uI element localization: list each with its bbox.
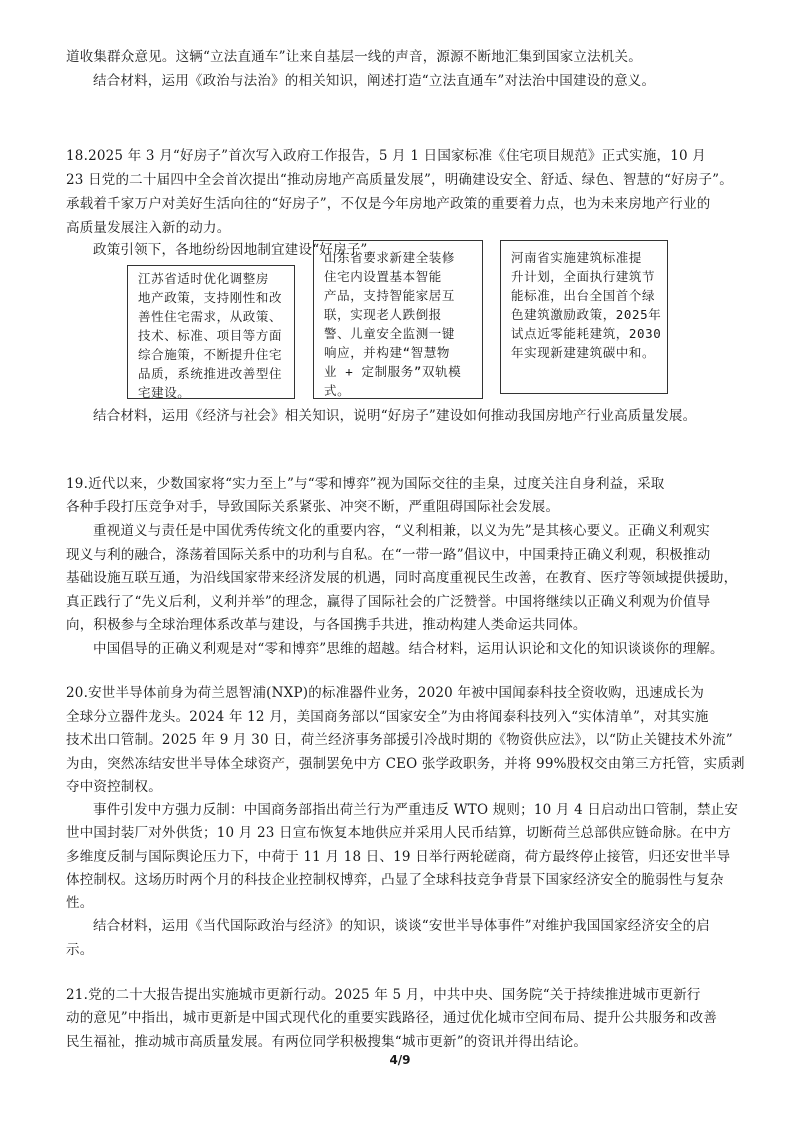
box-line: 山东省要求新建全装修 <box>324 250 456 265</box>
box-line: 升计划，全面执行建筑节 <box>511 269 656 284</box>
q18-box-shandong <box>313 240 483 399</box>
q18-line-4: 高质量发展注入新的动力。 <box>66 220 231 236</box>
q19-line-3: 重视道义与责任是中国优秀传统文化的重要内容，“义利相兼，以义为先”是其核心要义。正确义利观实 <box>93 523 711 539</box>
q20-line-7: 世中国封装厂对外供货；10 月 23 日宣布恢复本地供应并采用人民币结算，切断荷兰总部供应链命脉。在中方 <box>66 825 732 841</box>
box-line: 产品，支持智能家居互 <box>324 288 456 303</box>
q19-line-7: 向，积极参与全球治理体系改革与建设，与各国携手共进，推动构建人类命运共同体。 <box>66 617 587 633</box>
q20-question: 结合材料，运用《当代国际政治与经济》的知识，谈谈“安世半导体事件”对维护我国国家经济安全的启 <box>93 918 711 934</box>
box-line: 技术、标准、项目等方面 <box>138 328 283 343</box>
box-line: 善性住宅需求，从政策、 <box>138 309 283 324</box>
q19-question: 中国倡导的正确义利观是对“零和博弈”思维的超越。结合材料，运用认识论和文化的知识谈谈你的理解。 <box>93 641 724 657</box>
q19-line-6: 真正践行了“先义后利，义利并举”的理念，赢得了国际社会的广泛赞誉。中国将继续以正确义利观为价值导 <box>66 594 711 610</box>
box-line: 品质，系统推进改善型住 <box>138 366 283 381</box>
box-line: 地产政策，支持刚性和改 <box>138 290 283 305</box>
box-line: 响应，并构建“智慧物 <box>324 345 451 360</box>
box-line: 江苏省适时优化调整房 <box>138 271 270 286</box>
box-line: 警、儿童安全监测一键 <box>324 326 456 341</box>
q18-box-henan <box>500 240 668 394</box>
q20-line-8: 多维度反制与国际舆论压力下，中荷于 11 月 18 日、19 日举行两轮磋商，荷方最终停止接管，归还安世半导 <box>66 849 731 865</box>
q20-line-1: 20.安世半导体前身为荷兰恩智浦(NXP)的标准器件业务，2020 年被中国闻泰科技全资收购，迅速成长为 <box>66 685 705 701</box>
q20-line-2: 全球分立器件龙头。2024 年 12 月，美国商务部以“国家安全”为由将闻泰科技列入“实体清单”，对其实施 <box>66 709 709 725</box>
box-line: 色建筑激励政策，2025年 <box>511 307 662 322</box>
q20-line-5: 夺中资控制权。 <box>66 779 162 795</box>
q21-line-3: 民生福祉，推动城市高质量发展。有两位同学积极搜集“城市更新”的资讯并得出结论。 <box>66 1034 588 1050</box>
q18-box-jiangsu <box>127 265 295 399</box>
box-line: 宅建设。 <box>138 385 191 400</box>
q19-line-5: 基础设施互联互通，为沿线国家带来经济发展的机遇，同时高度重视民生改善，在教育、医疗等领域提供援助， <box>66 570 738 586</box>
intro-question: 结合材料，运用《政治与法治》的相关知识，阐述打造“立法直通车”对法治中国建设的意义。 <box>93 73 656 89</box>
q20-question-end: 示。 <box>66 942 94 958</box>
box-line: 河南省实施建筑标准提 <box>511 250 643 265</box>
q21-line-1: 21.党的二十大报告提出实施城市更新行动。2025 年 5 月，中共中央、国务院“关于持续推进城市更新行 <box>66 987 701 1003</box>
q18-line-2: 23 日党的二十届四中全会首次提出“推动房地产高质量发展”，明确建设安全、舒适、绿色、智慧的“好房子”。 <box>66 172 733 188</box>
intro-line-1: 道收集群众意见。这辆“立法直通车”让来自基层一线的声音，源源不断地汇集到国家立法机关。 <box>66 49 642 65</box>
q20-line-3: 技术出口管制。2025 年 9 月 30 日，荷兰经济事务部援引冷战时期的《物资供应法》，以“防止关键技术外流” <box>66 732 733 748</box>
box-line: 试点近零能耗建筑，2030 <box>511 326 662 341</box>
q20-line-4: 为由，突然冻结安世半导体全球资产，强制罢免中方 CEO 张学政职务，并将 99%股权交由第三方托管，实质剥 <box>66 756 745 772</box>
box-line: 综合施策，不断提升住宅 <box>138 347 283 362</box>
q18-line-1: 18.2025 年 3 月“好房子”首次写入政府工作报告，5 月 1 日国家标准《住宅项目规范》正式实施，10 月 <box>66 148 707 164</box>
q20-line-9: 体控制权。这场历时两个月的科技企业控制权博弈，凸显了全球科技竞争背景下国家经济安全的脆弱性与复杂 <box>66 872 724 888</box>
page-number: 4/9 <box>389 1053 411 1067</box>
q19-line-4: 现义与利的融合，涤荡着国际关系中的功利与自私。在“一带一路”倡议中，中国秉持正确义利观，积极推动 <box>66 547 711 563</box>
q20-line-6: 事件引发中方强力反制：中国商务部指出荷兰行为严重违反 WTO 规则；10 月 4 日启动出口管制，禁止安 <box>93 802 739 818</box>
q19-line-1: 19.近代以来，少数国家将“实力至上”与“零和博弈”视为国际交往的圭臬，过度关注自身利益，采取 <box>66 476 665 492</box>
box-line: 业 + 定制服务”双轨模 <box>324 364 462 379</box>
q18-line-5: 政策引领下，各地纷纷因地制宜建设“好房子”。 <box>93 242 382 258</box>
q19-line-2: 各种手段打压竞争对手，导致国际关系紧张、冲突不断，严重阻碍国际社会发展。 <box>66 499 560 515</box>
box-line: 年实现新建建筑碳中和。 <box>511 345 656 360</box>
box-line: 式。 <box>324 383 351 398</box>
box-line: 能标准，出台全国首个绿 <box>511 288 656 303</box>
box-line: 住宅内设置基本智能 <box>324 269 442 284</box>
q20-line-10: 性。 <box>66 895 94 911</box>
box-line: 联，实现老人跌倒报 <box>324 307 442 322</box>
q21-line-2: 动的意见”中指出，城市更新是中国式现代化的重要实践路径，通过优化城市空间布局、提升公共服务和改善 <box>66 1010 718 1026</box>
q18-line-3: 承载着千家万户对美好生活向往的“好房子”，不仅是今年房地产政策的重要着力点，也为未来房地产行业的 <box>66 196 711 212</box>
q18-question: 结合材料，运用《经济与社会》相关知识，说明“好房子”建设如何推动我国房地产行业高质量发展。 <box>93 408 697 424</box>
